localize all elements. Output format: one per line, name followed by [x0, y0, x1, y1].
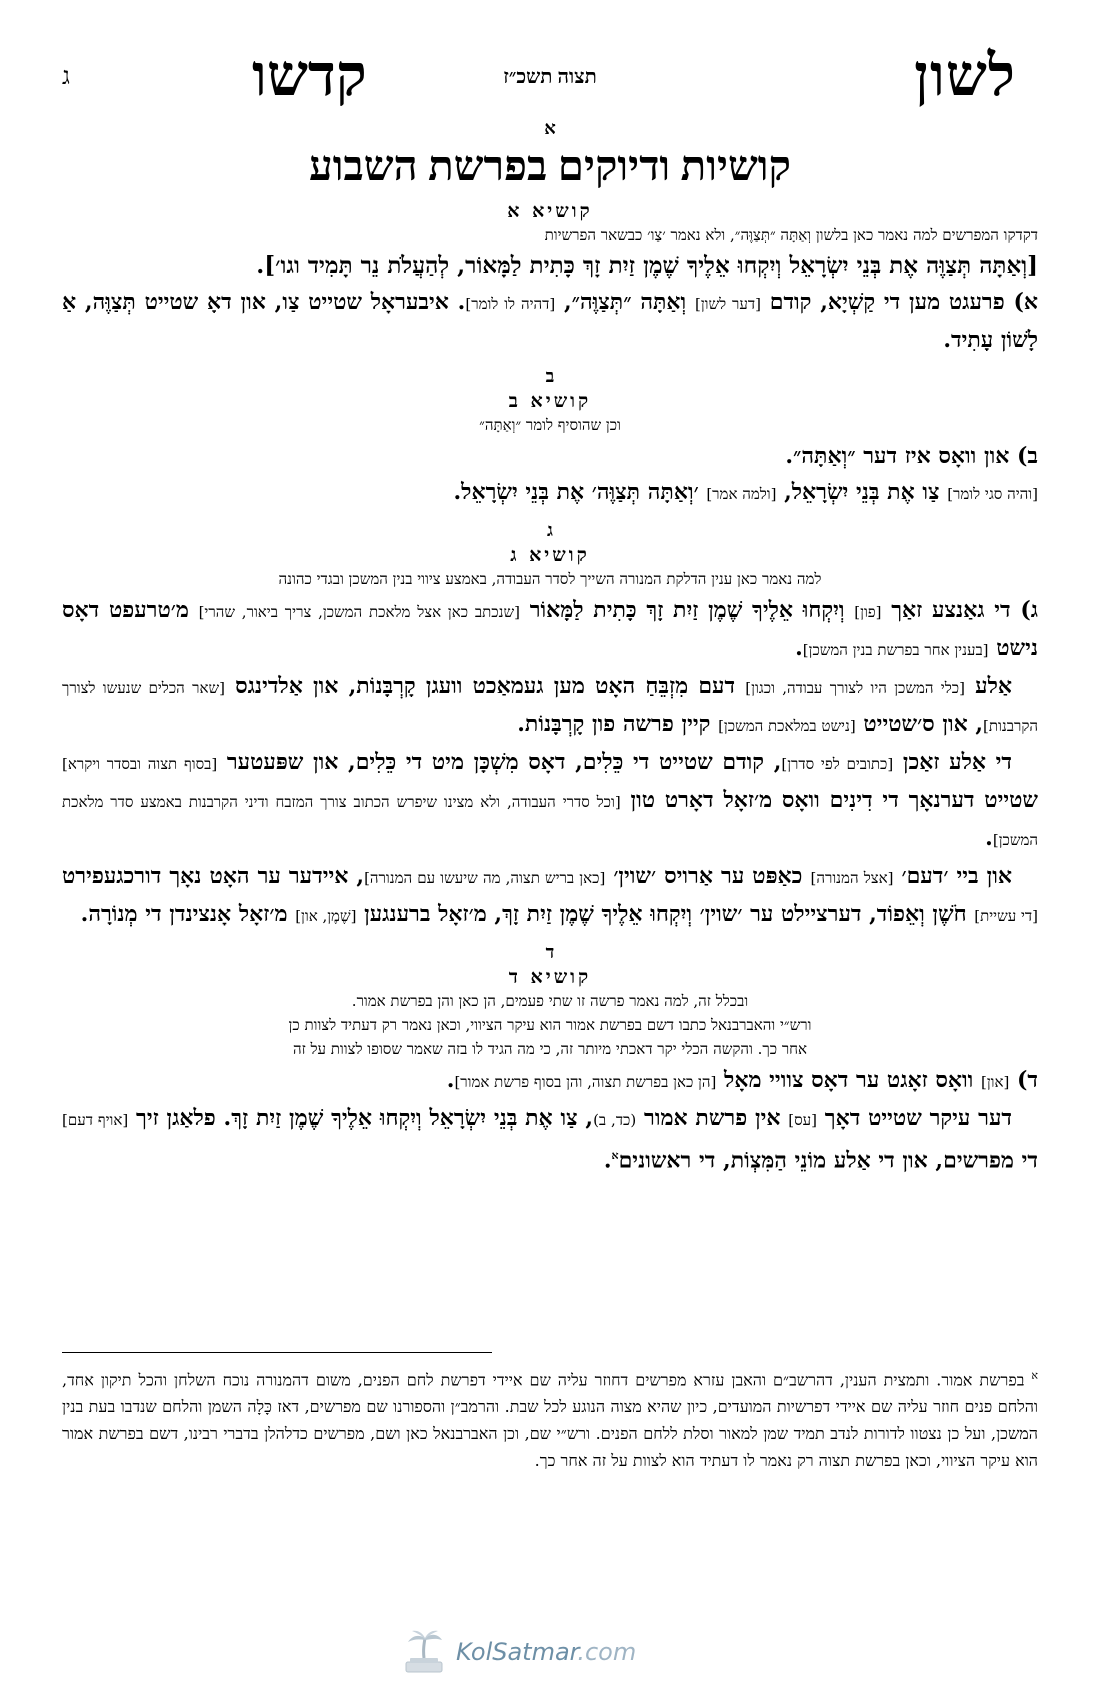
- paragraph-2a: ב) און וואָס איז דער ״וְאַתָּה״.: [785, 443, 1038, 469]
- text-run: .: [795, 635, 803, 661]
- page-number: ג: [62, 64, 70, 90]
- bracket-note: (כד, ב): [593, 1111, 637, 1129]
- bracket-note: [שנכתב כאן אצל מלאכת המשכן, צריך ביאור, שהרי]: [198, 603, 520, 621]
- kushya-note-3: למה נאמר כאן ענין הדלקת המנורה השייך לסדר העבודה, באמצע ציווי בנין המשכן ובגדי כהונה: [278, 570, 822, 588]
- text-run: , צַו אֶת בְּנֵי יִשְׂרָאֵל וְיִקְחוּ אֵלֶיךָ שֶׁמֶן זַיִת זָךְ. פלאַגן זיך: [128, 1105, 594, 1131]
- paragraph-1: [62, 284, 1038, 358]
- bracket-note: [הן כאן בפרשת תצוה, והן בסוף פרשת אמור]: [454, 1073, 717, 1091]
- bracket-note: [און]: [980, 1073, 1010, 1091]
- text-run: .: [603, 1147, 612, 1174]
- paragraph-3a: [62, 592, 1038, 668]
- paragraph-3c: [62, 744, 1038, 858]
- footnote-mark: א: [1031, 1369, 1038, 1382]
- text-run: חֹשֶׁן וְאֵפוֹד, דערציילט ער ׳שוין׳ וְיִקְחוּ אֵלֶיךָ שֶׁמֶן זַיִת זָךְ, מ׳זאָל ברענגען: [356, 901, 975, 927]
- bracket-note: [כאן בריש תצוה, מה שיעשו עם המנורה]: [364, 869, 606, 887]
- bracket-note: [פון]: [854, 603, 882, 621]
- bracket-note: [כלי המשכן היו לצורך עבודה, וכגון]: [745, 679, 965, 697]
- bracket-note: [וכל סדרי העבודה, ולא מצינו שיפרש הכתוב צורך המזבח ודיני הקרבנות באמצע סדר מלאכת המשכן]: [62, 793, 1038, 849]
- text-run: קיין פרשה פון קָרְבָּנוֹת.: [517, 711, 719, 737]
- bracket-note: [ולמה אמר]: [706, 485, 777, 503]
- page-header: [62, 34, 1038, 114]
- text-run: כאַפּט ער אַרויס ׳שוין׳: [605, 863, 811, 889]
- bracket-note: [בענין אחר בפרשת בנין המשכן]: [802, 641, 989, 659]
- kushya-note-1: דקדקו המפרשים למה נאמר כאן בלשון וְאַתָּה ״תְּצַוֶּה״, ולא נאמר ׳צַו׳ כבשאר הפרשיות: [544, 226, 1038, 244]
- text-run: וְיִקְחוּ אֵלֶיךָ שֶׁמֶן זַיִת זָךְ כָּתִית לַמָּאוֹר: [519, 597, 855, 623]
- main-title: קושיות ודיוקים בפרשת השבוע: [309, 144, 791, 190]
- kushya-heading-3: קושיא ג: [510, 544, 590, 566]
- bracket-note: [דער לשון]: [694, 295, 761, 313]
- main-content: [62, 118, 1038, 1178]
- text-run: , איידער ער האָט נאָך דורכגעפירט: [62, 863, 365, 889]
- header-parsha: תצוה תשכ״ז: [503, 66, 597, 88]
- text-run: . איבעראָל שטייט צַו, און דאָ שטייט תְּצַוֶּה, אַ לָשׁוֹן עָתִיד.: [62, 289, 1038, 353]
- text-run: , און ס׳שטייט: [855, 711, 984, 737]
- text-run: ג) די גאַנצע זאַך: [881, 597, 1038, 623]
- text-run: שטייט דערנאָך די דִינִים וואָס מ׳זאָל דאָרט טון: [620, 787, 1038, 813]
- text-run: , קודם שטייט די כֵּלִים, דאָס מִשְׁכָּן מיט די כֵּלִים, און שפּעטער: [217, 749, 782, 775]
- text-run: צַו אֶת בְּנֵי יִשְׂרָאֵל,: [776, 479, 948, 505]
- bracket-note: [והיה סגי לומר]: [947, 485, 1038, 503]
- kushya-note-2: וכן שהוסיף לומר ״וְאַתָּה״: [479, 416, 621, 434]
- text-run: דעם מִזְבֵּחַ האָט מען געמאַכט וועגן קָרְבָּנוֹת, און אַלדינגס: [224, 673, 746, 699]
- bracket-note: [דהיה לו לומר]: [465, 295, 556, 313]
- kushya-note-4a: ובכלל זה, למה נאמר פרשה זו שתי פעמים, הן כאן והן בפרשת אמור.: [351, 992, 749, 1010]
- text-run: מ׳טרעפט דאָס נישט: [62, 597, 1038, 661]
- text-run: ׳וְאַתָּה תְּצַוֶּה׳ אֶת בְּנֵי יִשְׂרָאֵל.: [453, 479, 707, 505]
- bracket-note: [די עשיית]: [974, 907, 1038, 925]
- bracket-note: [שֶׁמֶן, און]: [295, 907, 357, 925]
- paragraph-2b: [62, 474, 1038, 512]
- text-run: א) פרעגט מען די קַשְׁיָא, קודם: [760, 289, 1038, 315]
- header-title-left: קדשו: [252, 43, 367, 108]
- logo-text: [456, 1638, 636, 1666]
- text-run: ד): [1009, 1067, 1038, 1093]
- section-letter-3: ג: [547, 520, 553, 541]
- section-letter-2: ב: [545, 366, 555, 387]
- paragraph-3b: [62, 668, 1038, 744]
- logo-domain: .com: [577, 1638, 637, 1666]
- footnote-text: בפרשת אמור. ותמצית הענין, דהרשב״ם והאבן עזרא מפרשים דחוזר עליה שם איידי דפרשת לחם הפנים, משום דהמנורה נוכח השלחן והכל תיקון אחד, והלחם פנים חוזר עליה שם איידי דפרשיות המועדים, כיון שהיא מצוה הנוגע לכל שבת. והרמב״ן והספורנו שם מפרשים, דאז כָּלָה השמן והלחם שנדבו בעת בנין המשכן, ועל כן נצטוו לדורות לנדב תמיד שמן למאור וסלת ללחם הפנים. ורש״י שם, וכן האברבנאל כאן ושם, מפרשים כדלהלן בדברי רבינו, דשם בפרשת אמור הוא עיקר הציווי, וכאן בפרשת תצוה רק נאמר לו דעתיד הוא לצוות על זה אחר כך.: [62, 1370, 1038, 1471]
- site-logo[interactable]: [400, 1628, 700, 1678]
- logo-name: KolSatmar: [456, 1638, 578, 1666]
- footnote: [62, 1362, 1038, 1474]
- palm-tree-books-icon: [400, 1628, 448, 1676]
- paragraph-4a: [62, 1062, 1038, 1100]
- verse-text: [וְאַתָּה תְּצַוֶּה אֶת בְּנֵי יִשְׂרָאֵל וְיִקְחוּ אֵלֶיךָ שֶׁמֶן זַיִת זָךְ כָּתִית לַמָּאוֹר, לְהַעֲלֹת נֵר תָּמִיד וגו׳].: [256, 252, 1038, 279]
- bracket-note: [עס]: [788, 1111, 817, 1129]
- text-run: .: [446, 1067, 455, 1093]
- footnote-divider: [62, 1352, 492, 1353]
- section-letter-top: א: [544, 118, 556, 139]
- bracket-note: [כתובים לפי סדרן]: [781, 755, 894, 773]
- footnote-marker[interactable]: א: [611, 1149, 619, 1162]
- text-run: וְאַתָּה ״תְּצַוֶּה״,: [555, 289, 695, 315]
- kushya-heading-4: קושיא ד: [508, 966, 592, 988]
- paragraph-4b: [62, 1100, 1038, 1178]
- bracket-note: [אויף דעם]: [62, 1111, 129, 1129]
- bracket-note: [בסוף תצוה ובסדר ויקרא]: [62, 755, 218, 773]
- bracket-note: [אצל המנורה]: [810, 869, 894, 887]
- text-run: אין פרשת אמור: [636, 1105, 789, 1131]
- section-letter-4: ד: [545, 942, 555, 963]
- text-run: מ׳זאָל אָנצינדן די מְנוֹרָה.: [80, 901, 296, 927]
- text-run: אַלע: [964, 673, 1013, 699]
- text-run: און ביי ׳דעם׳: [893, 863, 1012, 889]
- bracket-note: [שאר הכלים שנעשו לצורך הקרבנות]: [62, 679, 1038, 735]
- text-run: די מפרשים, און די אַלע מוֹנֵי הַמִּצְוֹת, די ראשונים: [618, 1147, 1038, 1174]
- text-run: דער עיקר שטייט דאָך: [817, 1105, 1012, 1131]
- text-run: די אַלע זאַכן: [893, 749, 1012, 775]
- header-title-right: לשון: [914, 43, 1016, 108]
- kushya-note-4c: אחר כך. והקשה הכלי יקר דאכתי מיותר זה, כי מה הגיד לו בזה שאמר שסופו לצוות על זה: [292, 1040, 808, 1058]
- paragraph-3d: [62, 858, 1038, 934]
- kushya-heading-2: קושיא ב: [508, 390, 592, 412]
- bracket-note: [נישט במלאכת המשכן]: [718, 717, 856, 735]
- kushya-note-4b: ורש״י והאברבנאל כתבו דשם בפרשת אמור הוא עיקר הציווי, וכאן נאמר רק דעתיד לצוות כן: [288, 1016, 812, 1034]
- text-run: וואָס זאָגט ער דאָס צוויי מאָל: [716, 1067, 981, 1093]
- text-run: .: [985, 825, 993, 851]
- kushya-heading-1: קושיא א: [507, 200, 593, 222]
